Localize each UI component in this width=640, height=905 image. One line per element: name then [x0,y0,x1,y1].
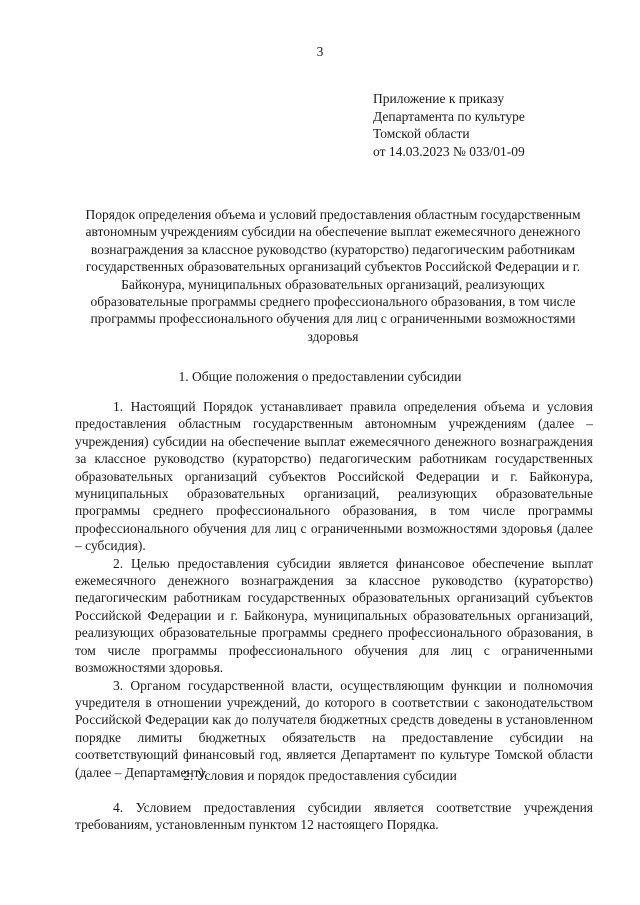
section-heading-general: 1. Общие положения о предоставлении субсидии [178,369,462,384]
paragraph: 4. Условием предоставления субсидии является соответствие учреждения требованиям, установленным пунктом 12 настоящего Порядка. [75,800,593,833]
paragraph: 3. Органом государственной власти, осуществляющим функции и полномочия учредителя в отношении учреждений, до которого в соответствии с законодательством Российской Федерации как до получателя бюджетных средств доведены в установленном порядке лимиты бюджетных обязательств на предоставление субсидии на соответствующий финансовый год, является Департамент по культуре Томской области (далее – Департамент). [75,677,593,780]
paragraph: 1. Настоящий Порядок устанавливает правила определения объема и условия предоставления областным государственным автономным учреждениям (далее – учреждения) субсидии на обеспечение выплат ежемесячного денежного вознаграждения за классное руководство (кураторство) педагогическим работникам государственных образовательных организаций субъектов Российской Федерации и г. Байконура, муниципальных образовательных организаций, реализующих образовательные программы среднего профессионального образования, в том числе программы профессионального обучения для лиц с ограниченными возможностями здоровья (далее – субсидия). [75,399,593,554]
section-body-conditions [75,799,593,834]
approval-line: Томской области [373,126,470,141]
document-title: Порядок определения объема и условий предоставления областным государственным автономным учреждениям субсидии на обеспечение выплат ежемесячного денежного вознаграждения за классное руководство (кураторство) педагогическим работникам государственных образовательных организаций субъектов Российской Федерации и г. Байконура, муниципальных образовательных организаций, реализующих образовательные программы среднего профессионального образования, в том числе программы профессионального обучения для лиц с ограниченными возможностями здоровья [85,207,581,344]
approval-line: от 14.03.2023 № 033/01-09 [373,143,525,159]
section-body-general [75,398,593,781]
section-heading-conditions: 2. Условия и порядок предоставления субсидии [183,768,457,783]
paragraph: 2. Целью предоставления субсидии является финансовое обеспечение выплат ежемесячного денежного вознаграждения за классное руководство (кураторство) педагогическим работникам государственных образовательных организаций субъектов Российской Федерации и г. Байконура, муниципальных образовательных организаций, реализующих образовательные программы среднего профессионального образования, в том числе программы профессионального обучения для лиц с ограниченными возможностями здоровья. [75,555,593,676]
page-number: 3 [316,44,324,59]
approval-line: Департамента по культуре [373,108,525,124]
approval-stamp [373,90,525,160]
approval-line: Приложение к приказу [373,91,505,106]
